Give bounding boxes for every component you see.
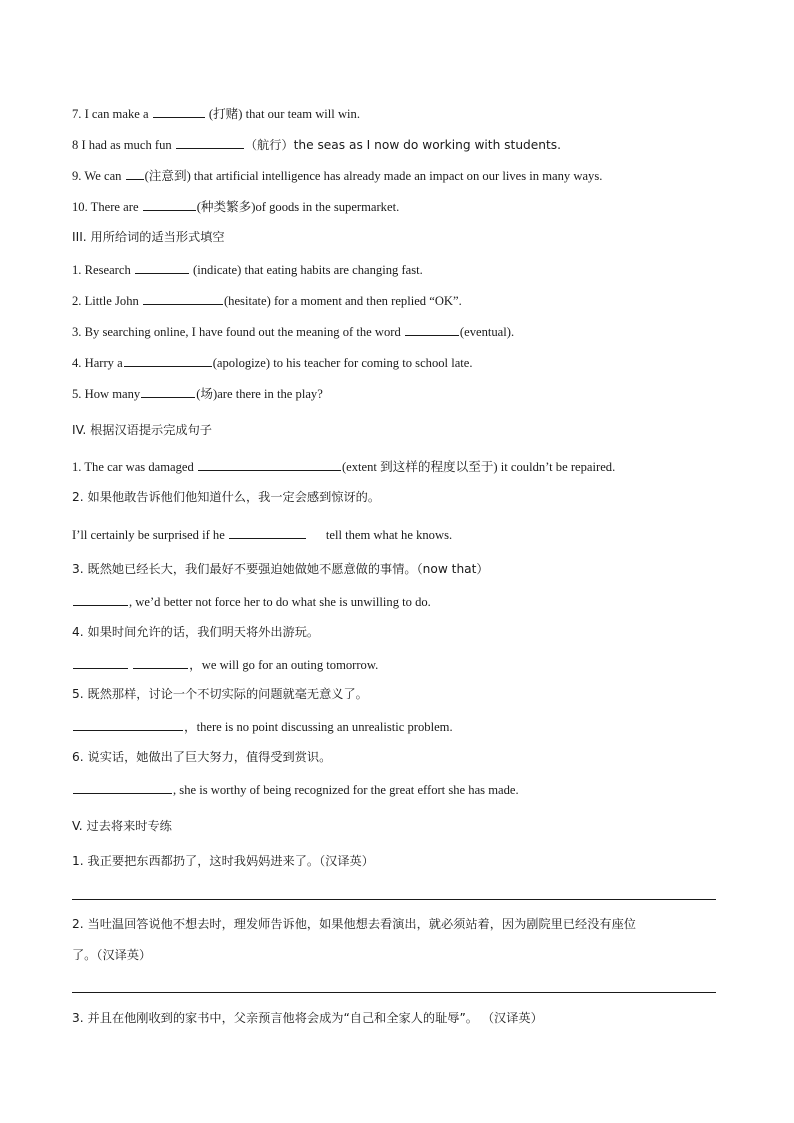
answer-blank[interactable] — [124, 354, 212, 367]
answer-blank[interactable] — [73, 593, 128, 606]
q2-7: 7. I can make a (打赌) that our team will win. — [72, 107, 360, 121]
q4-6-prompt: 6. 说实话，她做出了巨大努力，值得受到赏识。 — [72, 750, 332, 764]
answer-blank[interactable] — [73, 718, 183, 731]
answer-blank[interactable] — [135, 261, 189, 274]
q4-4-sentence: ，we will go for an outing tomorrow. — [72, 656, 378, 673]
answer-line[interactable] — [72, 899, 716, 900]
q3-5: 5. How many (场)are there in the play? — [72, 387, 323, 401]
section-header-iii: III. 用所给词的适当形式填空 — [72, 230, 225, 244]
q4-2-prompt: 2. 如果他敢告诉他们他知道什么，我一定会感到惊讶的。 — [72, 490, 381, 504]
section-header-iv: IV. 根据汉语提示完成句子 — [72, 423, 212, 437]
q4-6-sentence: , she is worthy of being recognized for the great effort she has made. — [72, 781, 519, 798]
q3-2: 2. Little John (hesitate) for a moment and then replied “OK”. — [72, 294, 462, 308]
q3-3: 3. By searching online, I have found out the meaning of the word (eventual). — [72, 325, 515, 339]
q4-5-sentence: ，there is no point discussing an unrealistic problem. — [72, 718, 453, 735]
answer-blank[interactable] — [73, 656, 128, 669]
q4-5-prompt: 5. 既然那样，讨论一个不切实际的问题就毫无意义了。 — [72, 687, 368, 701]
answer-blank[interactable] — [176, 136, 244, 149]
q2-9: 9. We can (注意到) that artificial intelligence has already made an impact on our lives in many ways. — [72, 169, 603, 183]
answer-blank[interactable] — [405, 323, 459, 336]
q2-10: 10. There are (种类繁多)of goods in the supermarket. — [72, 200, 400, 214]
answer-blank[interactable] — [143, 198, 196, 211]
answer-blank[interactable] — [141, 385, 195, 398]
q5-1-prompt: 1. 我正要把东西都扔了，这时我妈妈进来了。（汉译英） — [72, 854, 374, 868]
q5-2-prompt: 2. 当吐温回答说他不想去时，理发师告诉他，如果他想去看演出，就必须站着，因为剧院里已经没有座位 — [72, 917, 636, 931]
q4-2-sentence: I’ll certainly be surprised if he tell them what he knows. — [72, 528, 453, 542]
q3-4: 4. Harry a (apologize) to his teacher for coming to school late. — [72, 356, 473, 370]
answer-blank[interactable] — [133, 656, 188, 669]
answer-blank[interactable] — [73, 781, 172, 794]
answer-blank[interactable] — [126, 167, 144, 180]
answer-line[interactable] — [72, 992, 716, 993]
q5-3-prompt: 3. 并且在他刚收到的家书中，父亲预言他将会成为“自己和全家人的耻辱”。 （汉译英） — [72, 1011, 543, 1025]
q2-8: 8 I had as much fun （航行）the seas as I now do working with students. — [72, 138, 562, 152]
answer-blank[interactable] — [198, 458, 341, 471]
q4-3-prompt: 3. 既然她已经长大，我们最好不要强迫她做她不愿意做的事情。（now that） — [72, 562, 489, 576]
answer-blank[interactable] — [153, 105, 205, 118]
section-header-v: V. 过去将来时专练 — [72, 819, 172, 833]
q3-1: 1. Research (indicate) that eating habits are changing fast. — [72, 263, 423, 277]
answer-blank[interactable] — [143, 292, 223, 305]
answer-blank[interactable] — [229, 526, 306, 539]
q4-4-prompt: 4. 如果时间允许的话，我们明天将外出游玩。 — [72, 625, 320, 639]
q5-2-prompt-cont: 了。（汉译英） — [72, 948, 152, 962]
q4-1: 1. The car was damaged (extent 到这样的程度以至于) it couldn’t be repaired. — [72, 460, 616, 474]
q4-3-sentence: , we’d better not force her to do what she is unwilling to do. — [72, 593, 431, 610]
